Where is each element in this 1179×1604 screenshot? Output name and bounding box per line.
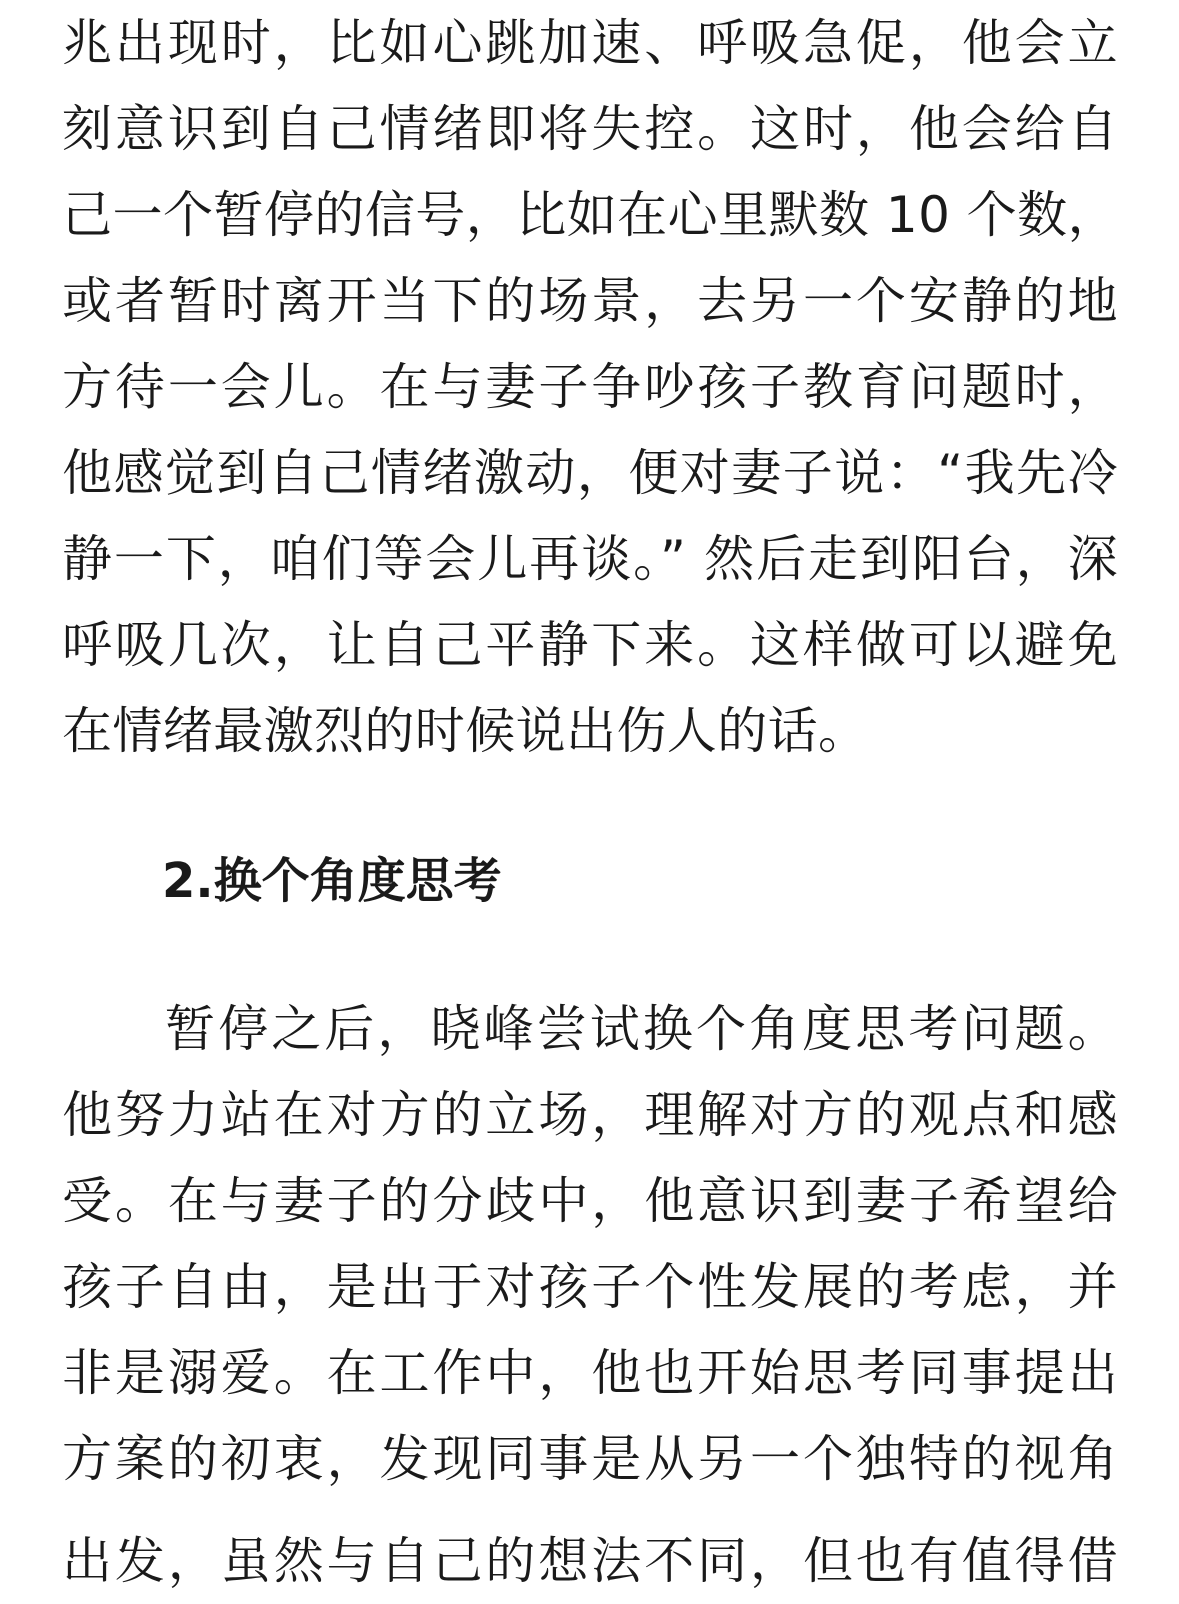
paragraph-line: 呼吸几次，让自己平静下来。这样做可以避免 [62, 616, 1118, 674]
paragraph-line: 方待一会儿。在与妻子争吵孩子教育问题时， [62, 358, 1118, 416]
cutoff-line-container [62, 1494, 1118, 1590]
paragraph-line: 出发，虽然与自己的想法不同，但也有值得借 [62, 1532, 1118, 1590]
paragraph-line: 或者暂时离开当下的场景，去另一个安静的地 [62, 272, 1118, 330]
paragraph-line: 非是溺爱。在工作中，他也开始思考同事提出 [62, 1344, 1118, 1402]
section-heading: 2.换个角度思考 [162, 853, 502, 909]
paragraph-line: 在情绪最激烈的时候说出伤人的话。 [62, 702, 869, 760]
paragraph-line: 受。在与妻子的分歧中，他意识到妻子希望给 [62, 1172, 1118, 1230]
paragraph-line: 己一个暂停的信号，比如在心里默数 10 个数， [62, 186, 1118, 244]
paragraph-line: 他努力站在对方的立场，理解对方的观点和感 [62, 1086, 1118, 1144]
paragraph-line: 他感觉到自己情绪激动，便对妻子说：“我先冷 [62, 444, 1118, 502]
paragraph-line: 孩子自由，是出于对孩子个性发展的考虑，并 [62, 1258, 1118, 1316]
paragraph-line: 兆出现时，比如心跳加速、呼吸急促，他会立 [62, 14, 1118, 72]
paragraph-line: 方案的初衷，发现同事是从另一个独特的视角 [62, 1430, 1118, 1488]
paragraph-line: 静一下，咱们等会儿再谈。” 然后走到阳台，深 [62, 530, 1118, 588]
paragraph-line: 刻意识到自己情绪即将失控。这时，他会给自 [62, 100, 1118, 158]
paragraph-line: 暂停之后，晓峰尝试换个角度思考问题。 [165, 1000, 1118, 1058]
